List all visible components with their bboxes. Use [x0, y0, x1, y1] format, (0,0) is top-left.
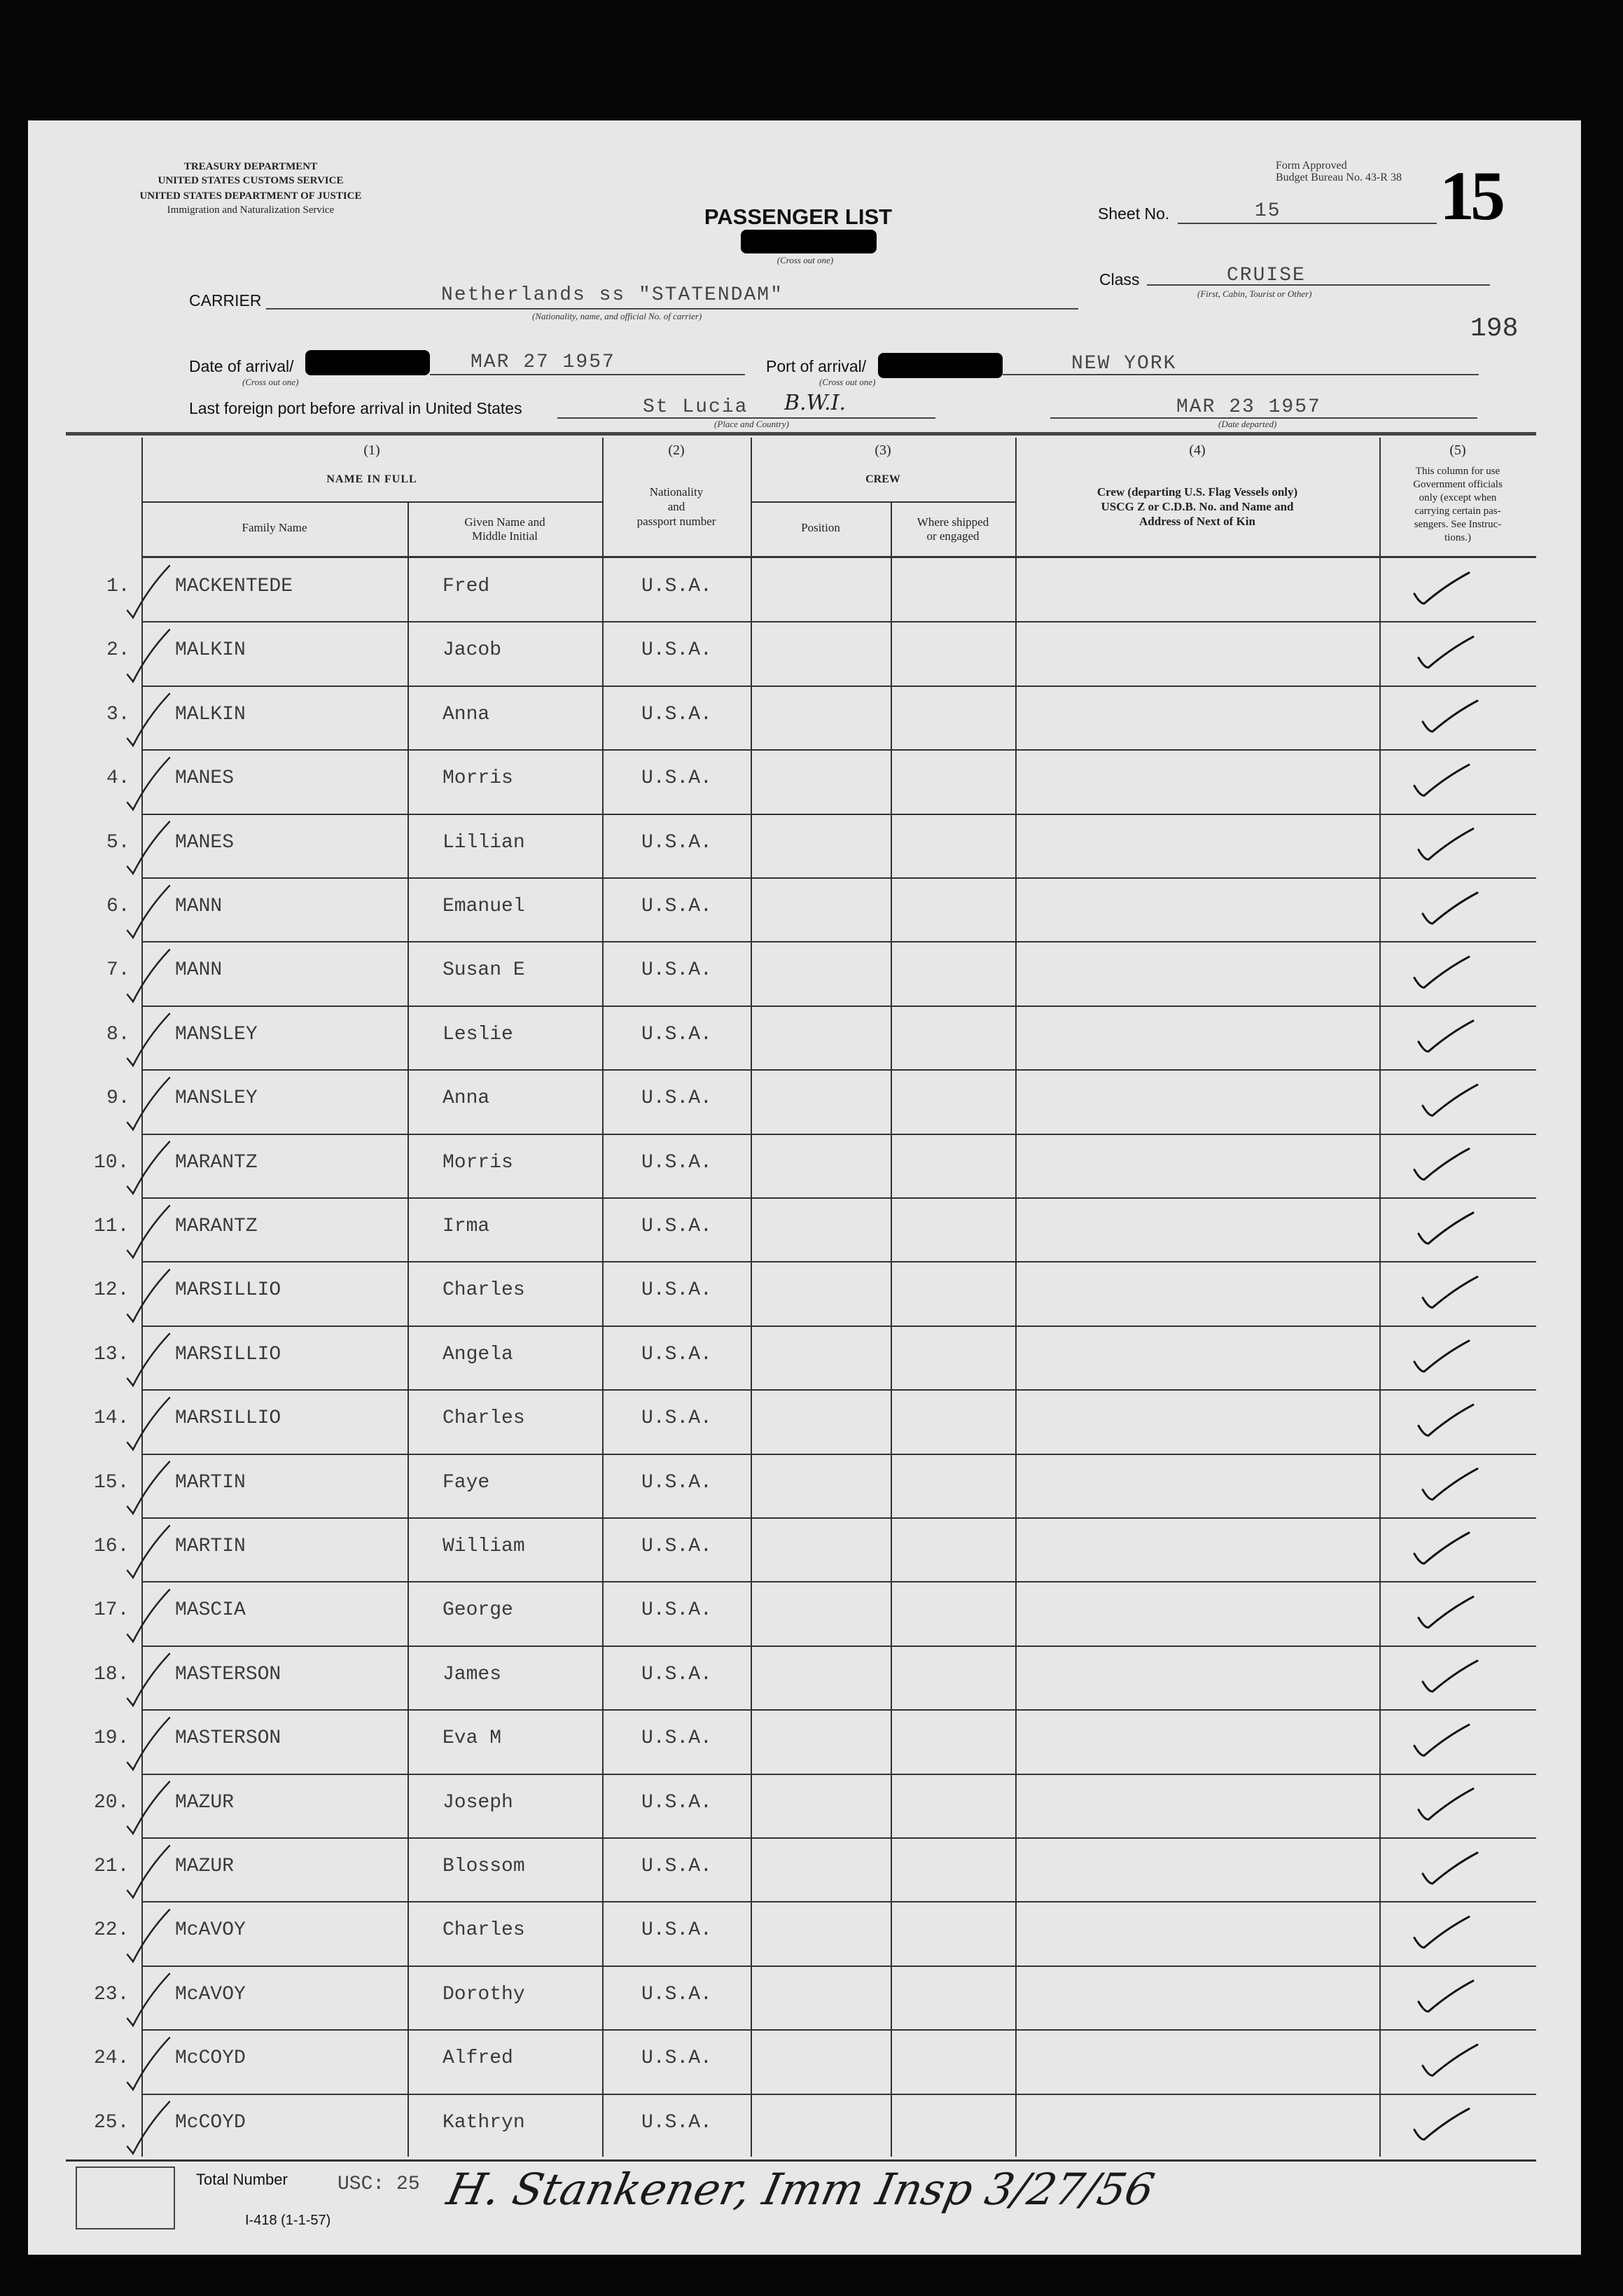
given-name: William [443, 1536, 525, 1557]
carrier-subcaption: (Nationality, name, and official No. of carrier) [532, 311, 702, 321]
given-name: Dorothy [443, 1983, 525, 2005]
row-tick-mark [127, 1526, 169, 1578]
page-title: PASSENGER LIST [704, 204, 893, 229]
family-name: MANN [175, 959, 223, 982]
check-mark [1414, 1725, 1469, 1755]
row-tick-mark [127, 1334, 169, 1386]
check-mark [1414, 956, 1469, 987]
row-tick-mark [127, 1078, 169, 1129]
row-tick-mark [127, 1462, 169, 1514]
family-name: MAZUR [175, 1791, 235, 1814]
row-number: 3. [106, 703, 130, 725]
family-name: MARANTZ [175, 1151, 258, 1174]
row-number: 9. [106, 1087, 130, 1110]
arrival-date-value: MAR 27 1957 [471, 352, 615, 373]
col-family-name: Family Name [242, 521, 307, 534]
nationality: U.S.A. [641, 1599, 712, 1622]
class-subcaption: (First, Cabin, Tourist or Other) [1197, 288, 1312, 299]
row-tick-mark [127, 566, 169, 618]
nationality: U.S.A. [641, 1023, 712, 1045]
row-tick-mark [127, 694, 169, 746]
row-tick-mark [127, 1654, 169, 1706]
row-number: 12. [94, 1279, 130, 1302]
check-mark [1414, 1916, 1469, 1947]
nationality: U.S.A. [641, 1343, 712, 1365]
row-tick-mark [127, 1269, 169, 1321]
total-box [76, 2166, 175, 2229]
row-tick-mark [127, 758, 169, 809]
nationality: U.S.A. [641, 2111, 712, 2134]
form-approved-line-2: Budget Bureau No. 43-R 38 [1276, 172, 1402, 183]
col2-line-3: passport number [636, 515, 716, 528]
col1-number: (1) [363, 443, 380, 458]
row-number: 14. [94, 1407, 130, 1430]
given-name: James [443, 1663, 502, 1685]
col1-title: NAME IN FULL [326, 473, 417, 485]
family-name: MASTERSON [175, 1727, 281, 1750]
check-mark [1419, 1213, 1473, 1244]
given-name: Anna [443, 1087, 490, 1110]
page-number: 198 [1470, 314, 1519, 344]
given-name: Jacob [443, 639, 502, 662]
given-name: Irma [443, 1216, 490, 1237]
family-name: McAVOY [175, 1983, 246, 2005]
nationality: U.S.A. [641, 576, 712, 597]
col5-number: (5) [1449, 443, 1466, 458]
given-name: Angela [443, 1343, 513, 1365]
row-tick-mark [127, 1589, 169, 1641]
nationality: U.S.A. [641, 1663, 712, 1685]
arrival-port-label: Port of arrival/ [766, 357, 867, 375]
form-number: I-418 (1-1-57) [245, 2213, 331, 2228]
given-name: Joseph [443, 1791, 513, 1814]
family-name: MALKIN [175, 639, 246, 662]
sheet-label: Sheet No. [1098, 204, 1170, 223]
nationality: U.S.A. [641, 1791, 712, 1814]
given-name: Alfred [443, 2047, 513, 2070]
agency-line-3: UNITED STATES DEPARTMENT OF JUSTICE [139, 190, 362, 202]
nationality: U.S.A. [641, 1407, 712, 1430]
given-name: Morris [443, 1151, 513, 1174]
row-number: 25. [94, 2111, 130, 2134]
row-number: 20. [94, 1791, 130, 1814]
col5-line-1: This column for use [1415, 466, 1500, 477]
row-tick-mark [127, 1846, 169, 1898]
row-number: 11. [94, 1216, 130, 1237]
check-mark [1419, 1021, 1473, 1052]
family-name: MARANTZ [175, 1216, 258, 1237]
check-mark [1414, 573, 1469, 604]
given-name: Leslie [443, 1023, 513, 1045]
family-name: McAVOY [175, 1919, 246, 1942]
row-tick-mark [127, 822, 169, 874]
col5-line-2: Government officials [1413, 479, 1503, 490]
nationality: U.S.A. [641, 1151, 712, 1174]
family-name: MARSILLIO [175, 1343, 281, 1365]
given-name: Charles [443, 1919, 525, 1942]
col4-number: (4) [1189, 443, 1206, 458]
arrival-date-subcaption: (Cross out one) [242, 377, 299, 387]
col-given-line-1: Given Name and [464, 515, 545, 529]
col4-line-3: Address of Next of Kin [1139, 515, 1255, 528]
family-name: MALKIN [175, 703, 246, 725]
nationality: U.S.A. [641, 1471, 712, 1494]
row-number: 24. [94, 2047, 130, 2070]
nationality: U.S.A. [641, 1279, 712, 1302]
row-number: 22. [94, 1919, 130, 1942]
form-approved-line-1: Form Approved [1276, 160, 1347, 172]
total-label: Total Number [196, 2171, 288, 2188]
last-port-label: Last foreign port before arrival in United States [189, 399, 522, 417]
check-mark [1419, 1981, 1473, 2012]
col-position: Position [801, 521, 840, 534]
col-where-line-2: or engaged [926, 529, 980, 543]
row-tick-mark [127, 886, 169, 938]
row-tick-mark [127, 1974, 169, 2026]
family-name: MASTERSON [175, 1663, 281, 1685]
row-number: 5. [106, 831, 130, 854]
last-port-date-subcaption: (Date departed) [1218, 419, 1277, 429]
row-number: 19. [94, 1727, 130, 1750]
check-mark [1419, 1405, 1473, 1435]
nationality: U.S.A. [641, 1087, 712, 1110]
row-tick-mark [127, 1782, 169, 1834]
nationality: U.S.A. [641, 1727, 712, 1750]
total-value: USC: 25 [337, 2173, 420, 2195]
given-name: Charles [443, 1407, 525, 1430]
given-name: Susan E [443, 959, 525, 982]
row-tick-mark [127, 1718, 169, 1769]
row-tick-mark [127, 1014, 169, 1066]
col-where-line-1: Where shipped [917, 515, 989, 529]
row-tick-mark [127, 629, 169, 681]
check-mark [1414, 1341, 1469, 1372]
row-number: 18. [94, 1663, 130, 1685]
check-mark [1423, 1853, 1477, 1884]
given-name: Eva M [443, 1727, 502, 1750]
sheet-value: 15 [1255, 200, 1281, 222]
col2-number: (2) [668, 443, 685, 458]
nationality: U.S.A. [641, 639, 712, 662]
given-name: Lillian [443, 831, 525, 854]
agency-line-1: TREASURY DEPARTMENT [183, 161, 318, 172]
row-tick-mark [127, 2038, 169, 2089]
check-mark [1423, 701, 1477, 732]
row-tick-mark [127, 949, 169, 1001]
arrival-port-value: NEW YORK [1071, 353, 1177, 375]
check-mark [1423, 1276, 1477, 1307]
col5-line-3: only (except when [1419, 492, 1497, 503]
agency-line-4: Immigration and Naturalization Service [167, 204, 335, 216]
family-name: MANSLEY [175, 1087, 258, 1110]
row-number: 1. [106, 576, 130, 597]
row-tick-mark [127, 1206, 169, 1258]
last-port-place-handwritten: B.W.I. [784, 391, 847, 415]
given-name: Blossom [443, 1856, 525, 1877]
col4-line-2: USCG Z or C.D.B. No. and Name and [1101, 500, 1294, 513]
col2-line-2: and [667, 500, 685, 513]
check-mark [1414, 1149, 1469, 1180]
nationality: U.S.A. [641, 703, 712, 725]
given-name: Anna [443, 703, 490, 725]
sheet-number-stamp: 15 [1440, 157, 1501, 235]
check-mark [1419, 829, 1473, 860]
nationality: U.S.A. [641, 1983, 712, 2005]
nationality: U.S.A. [641, 1919, 712, 1942]
family-name: MAZUR [175, 1856, 235, 1877]
col3-title: CREW [865, 473, 900, 485]
nationality: U.S.A. [641, 1856, 712, 1877]
check-mark [1414, 1533, 1469, 1564]
carrier-value: Netherlands ss "STATENDAM" [441, 284, 783, 306]
inspector-signature: H. Stankener, Imm Insp 3/27/56 [443, 2164, 1159, 2215]
row-number: 6. [106, 896, 130, 917]
nationality: U.S.A. [641, 767, 712, 790]
check-mark [1423, 1469, 1477, 1500]
family-name: MACKENTEDE [175, 576, 293, 597]
given-name: Fred [443, 576, 490, 597]
row-tick-mark [127, 1142, 169, 1194]
row-tick-mark [127, 1909, 169, 1961]
check-mark [1419, 1789, 1473, 1820]
col5-line-6: tions.) [1444, 532, 1471, 543]
family-name: MARSILLIO [175, 1407, 281, 1430]
arrival-port-subcaption: (Cross out one) [819, 377, 876, 387]
check-mark [1414, 2109, 1469, 2140]
last-port-date-value: MAR 23 1957 [1176, 396, 1321, 418]
class-label: Class [1099, 270, 1140, 288]
col4-line-1: Crew (departing U.S. Flag Vessels only) [1096, 485, 1298, 499]
arrival-date-label: Date of arrival/ [189, 357, 294, 375]
col2-line-1: Nationality [649, 485, 704, 499]
last-port-place-subcaption: (Place and Country) [714, 419, 789, 429]
given-name: Emanuel [443, 896, 525, 917]
check-mark [1423, 1661, 1477, 1692]
nationality: U.S.A. [641, 1216, 712, 1237]
nationality: U.S.A. [641, 831, 712, 854]
class-value: CRUISE [1227, 265, 1306, 286]
check-mark [1419, 636, 1473, 667]
given-name: Faye [443, 1471, 490, 1494]
row-tick-mark [127, 2102, 169, 2154]
row-number: 7. [106, 959, 130, 982]
family-name: McCOYD [175, 2047, 246, 2070]
check-mark [1419, 1596, 1473, 1627]
check-mark [1414, 765, 1469, 795]
col3-number: (3) [875, 443, 891, 458]
row-tick-mark [127, 1398, 169, 1449]
nationality: U.S.A. [641, 959, 712, 982]
check-mark [1423, 2045, 1477, 2075]
last-port-place-value: St Lucia [643, 396, 748, 418]
row-number: 8. [106, 1023, 130, 1045]
given-name: George [443, 1599, 513, 1622]
family-name: MASCIA [175, 1599, 246, 1622]
family-name: McCOYD [175, 2111, 246, 2134]
family-name: MARSILLIO [175, 1279, 281, 1302]
row-number: 17. [94, 1599, 130, 1622]
family-name: MANES [175, 767, 235, 790]
col-given-line-2: Middle Initial [472, 529, 538, 543]
row-number: 16. [94, 1536, 130, 1557]
row-number: 13. [94, 1343, 130, 1365]
check-mark [1423, 1085, 1477, 1115]
row-number: 2. [106, 639, 130, 662]
given-name: Kathryn [443, 2111, 525, 2134]
agency-line-2: UNITED STATES CUSTOMS SERVICE [158, 175, 344, 186]
family-name: MANN [175, 896, 223, 917]
nationality: U.S.A. [641, 2047, 712, 2070]
family-name: MARTIN [175, 1471, 246, 1494]
family-name: MARTIN [175, 1536, 246, 1557]
row-number: 4. [106, 767, 130, 790]
row-number: 15. [94, 1471, 130, 1494]
row-number: 10. [94, 1151, 130, 1174]
given-name: Charles [443, 1279, 525, 1302]
col5-line-4: carrying certain pas- [1414, 506, 1501, 517]
carrier-label: CARRIER [189, 291, 262, 309]
row-number: 23. [94, 1983, 130, 2005]
row-number: 21. [94, 1856, 130, 1877]
family-name: MANES [175, 831, 235, 854]
title-subcaption: (Cross out one) [776, 255, 834, 265]
nationality: U.S.A. [641, 896, 712, 917]
col5-line-5: sengers. See Instruc- [1414, 519, 1502, 530]
nationality: U.S.A. [641, 1536, 712, 1557]
family-name: MANSLEY [175, 1023, 258, 1045]
check-mark [1423, 893, 1477, 924]
given-name: Morris [443, 767, 513, 790]
